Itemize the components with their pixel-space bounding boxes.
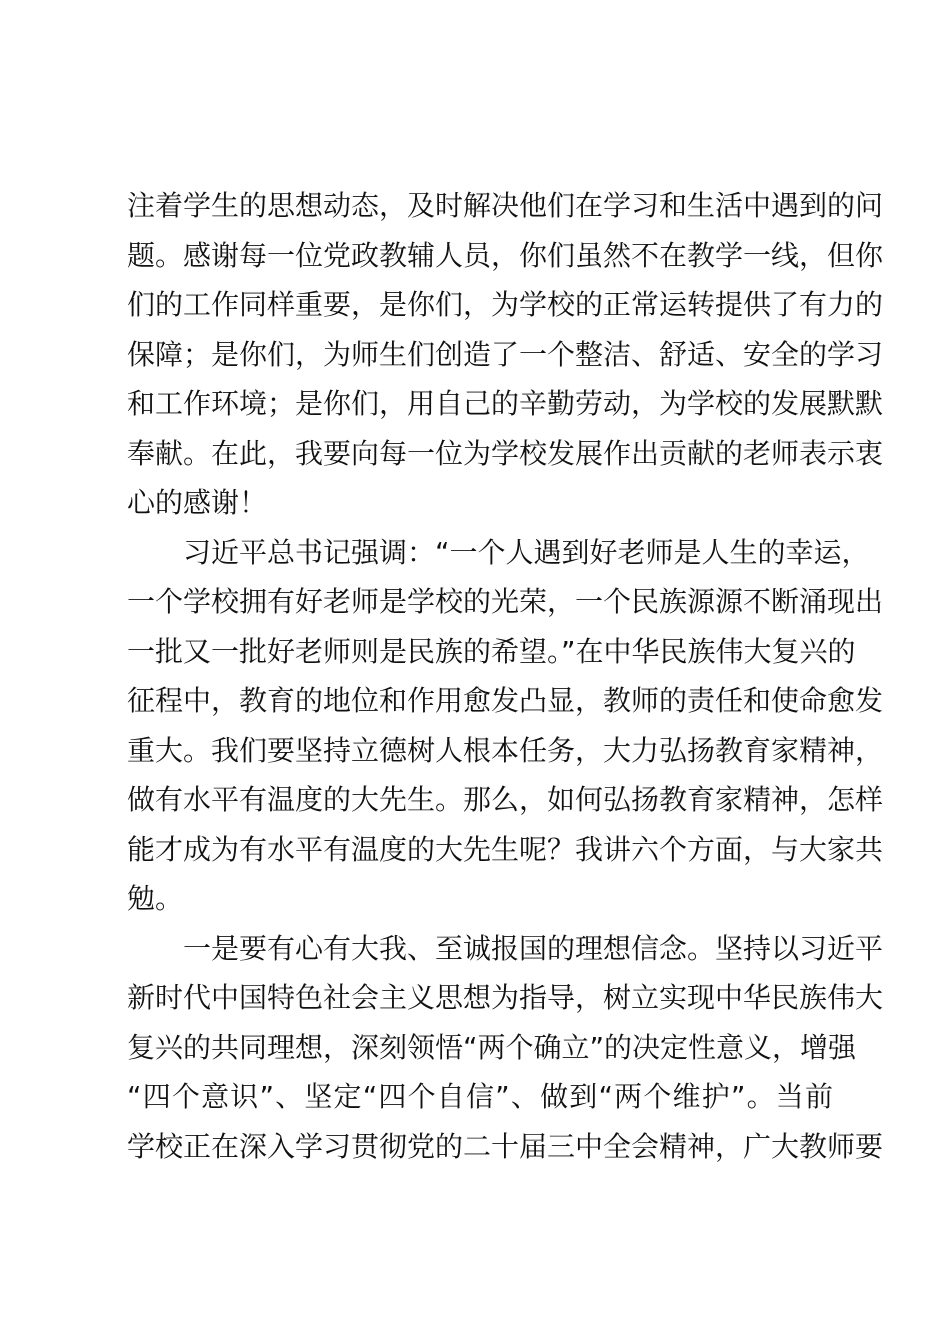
text-line: 奉献。在此，我要向每一位为学校发展作出贡献的老师表示衷 — [127, 436, 884, 470]
text-line: 征程中，教育的地位和作用愈发凸显，教师的责任和使命愈发 — [127, 684, 884, 717]
text-line: 一批又一批好老师则是民族的希望。”在中华民族伟大复兴的 — [127, 634, 856, 668]
text-line: 勉。 — [127, 882, 184, 915]
paragraph-3 — [127, 924, 884, 1172]
text-line: 能才成为有水平有温度的大先生呢？我讲六个方面，与大家共 — [127, 832, 884, 866]
text-line: 重大。我们要坚持立德树人根本任务，大力弘扬教育家精神， — [127, 733, 884, 767]
paragraph-2 — [127, 528, 884, 924]
text-line: 习近平总书记强调：“一个人遇到好老师是人生的幸运， — [183, 535, 870, 569]
text-line: 学校正在深入学习贯彻党的二十届三中全会精神，广大教师要 — [127, 1129, 884, 1163]
text-line: “四个意识”、坚定“四个自信”、做到“两个维护”。当前 — [127, 1080, 833, 1113]
text-line: 新时代中国特色社会主义思想为指导，树立实现中华民族伟大 — [127, 981, 884, 1014]
text-line: 心的感谢！ — [127, 486, 268, 519]
text-line: 复兴的共同理想，深刻领悟“两个确立”的决定性意义，增强 — [127, 1030, 857, 1064]
text-line: 一个学校拥有好老师是学校的光荣，一个民族源源不断涌现出 — [127, 585, 884, 618]
document-body — [127, 181, 884, 1171]
paragraph-1 — [127, 181, 884, 528]
text-line: 和工作环境；是你们，用自己的辛勤劳动，为学校的发展默默 — [127, 387, 884, 420]
text-line: 保障；是你们，为师生们创造了一个整洁、舒适、安全的学习 — [127, 337, 884, 371]
text-line: 做有水平有温度的大先生。那么，如何弘扬教育家精神，怎样 — [127, 783, 884, 816]
text-line: 题。感谢每一位党政教辅人员，你们虽然不在教学一线，但你 — [127, 238, 884, 272]
text-line: 一是要有心有大我、至诚报国的理想信念。坚持以习近平 — [183, 931, 884, 965]
text-line: 注着学生的思想动态，及时解决他们在学习和生活中遇到的问 — [127, 189, 884, 222]
text-line: 们的工作同样重要，是你们，为学校的正常运转提供了有力的 — [127, 288, 884, 321]
